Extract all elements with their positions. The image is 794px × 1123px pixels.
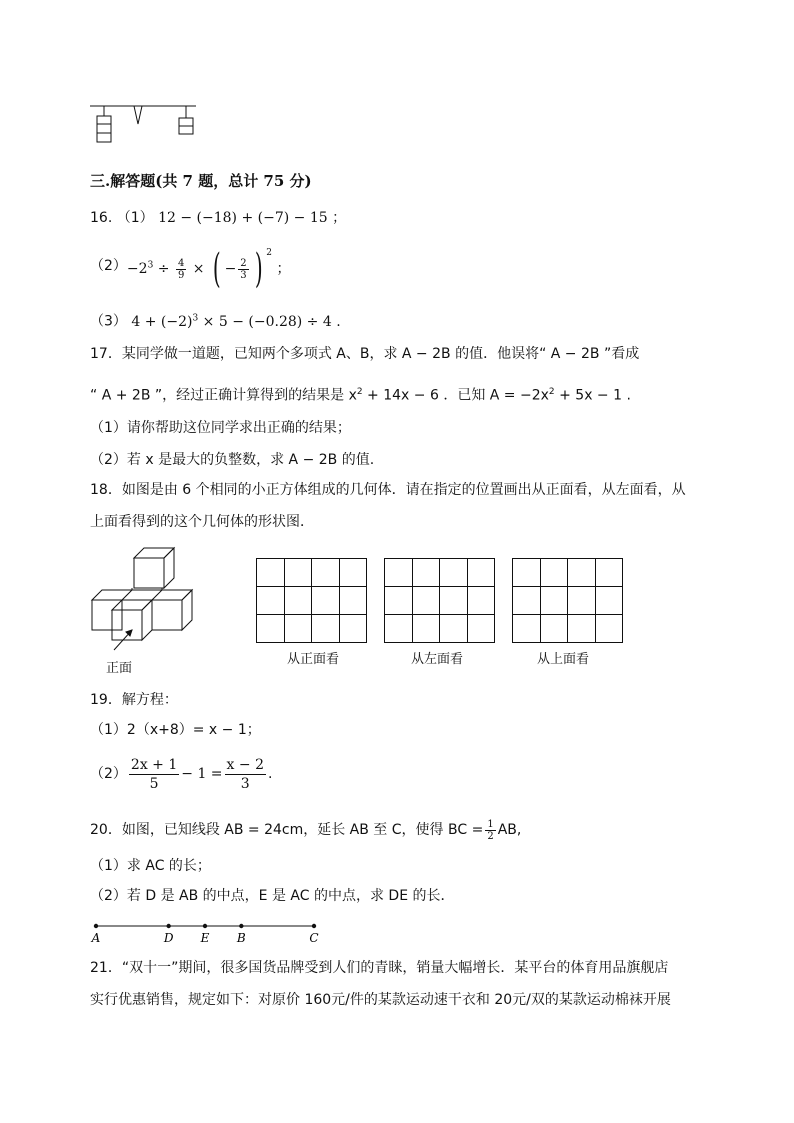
front-view-caption: 从正面看 xyxy=(287,652,340,667)
expression xyxy=(131,314,340,330)
fraction xyxy=(238,258,248,281)
section-title: 三.解答题(共 7 题，总计 75 分) xyxy=(90,172,312,190)
q18-line2: 上面看得到的这个几何体的形状图． xyxy=(90,514,314,530)
operator: × xyxy=(192,261,209,277)
minus-sign: − xyxy=(224,261,237,277)
point-label-D: D xyxy=(163,931,174,945)
point-B xyxy=(239,924,243,928)
expr-term: − 1 = xyxy=(181,766,223,782)
front-view-grid[interactable] xyxy=(256,558,367,643)
point-E xyxy=(203,924,207,928)
operator: ÷ xyxy=(153,261,174,277)
part-label: （2） xyxy=(90,766,127,782)
q20-part1: （1）求 AC 的长； xyxy=(90,858,211,874)
point-label-C: C xyxy=(309,931,319,945)
q17-line1: 17．某同学做一道题，已知两个多项式 A、B，求 A − 2B 的值．他误将“ A − 2B ”看成 xyxy=(90,346,640,362)
left-view-caption: 从左面看 xyxy=(411,652,464,667)
q17-part1: （1）请你帮助这位同学求出正确的结果； xyxy=(90,420,351,436)
denominator: 3 xyxy=(240,269,247,281)
numerator: x − 2 xyxy=(226,756,264,773)
text: 20．如图，已知线段 AB = 24cm，延长 AB 至 C，使得 BC = xyxy=(90,822,484,838)
punctuation: ； xyxy=(276,261,291,277)
denominator: 5 xyxy=(149,775,159,792)
denominator: 9 xyxy=(177,269,185,281)
q19-part2 xyxy=(90,754,272,794)
q20-part2: （2）若 D 是 AB 的中点，E 是 AC 的中点，求 DE 的长． xyxy=(90,888,455,904)
q19-title: 19．解方程： xyxy=(90,692,178,708)
q17-line2 xyxy=(90,382,631,406)
expression: 12 − (−18) + (−7) − 15 ； xyxy=(158,210,347,226)
top-view-grid[interactable] xyxy=(512,558,623,643)
fraction xyxy=(129,756,179,793)
q19-part1: （1）2（x+8）= x − 1； xyxy=(90,722,261,738)
point-C xyxy=(312,924,316,928)
exponent: 2 xyxy=(356,387,363,397)
text: AB, xyxy=(497,822,522,838)
part-label: （1） xyxy=(116,210,154,226)
point-label-B: B xyxy=(236,931,246,945)
point-label-A: A xyxy=(91,931,101,945)
cube-figure xyxy=(88,546,203,654)
fraction xyxy=(176,258,186,281)
exponent: 2 xyxy=(266,248,273,258)
part-label: （2） xyxy=(90,258,127,274)
left-paren: ( xyxy=(212,246,221,292)
point-A xyxy=(94,924,98,928)
fraction xyxy=(225,756,266,793)
text: + 14x − 6 ．已知 A = −2x xyxy=(362,387,549,404)
denominator: 2 xyxy=(487,830,494,842)
numerator: 2x + 1 xyxy=(130,756,178,773)
expression xyxy=(126,243,291,292)
numerator: 2 xyxy=(240,257,247,269)
q16-part3 xyxy=(90,308,341,332)
front-label: 正面 xyxy=(106,661,133,676)
text: “ A + 2B ”，经过正确计算得到的结果是 x xyxy=(90,387,357,404)
denominator: 3 xyxy=(240,775,250,792)
part-label: （3） xyxy=(90,313,127,330)
expr-term: 4 + (−2) xyxy=(131,313,193,330)
punctuation: . xyxy=(267,766,273,782)
q18-line1: 18．如图是由 6 个相同的小正方体组成的几何体．请在指定的位置画出从正面看，从左面看，从 xyxy=(90,482,686,498)
exponent: 2 xyxy=(548,387,555,397)
balance-figure xyxy=(88,104,198,144)
exponent: 3 xyxy=(147,260,154,271)
point-label-E: E xyxy=(200,931,210,945)
question-number: 16. xyxy=(90,210,113,226)
point-D xyxy=(166,924,170,928)
expr-term: −2 xyxy=(126,261,148,277)
q20-line1 xyxy=(90,815,521,845)
numerator: 4 xyxy=(177,257,185,269)
q17-part2: （2）若 x 是最大的负整数，求 A − 2B 的值. xyxy=(90,452,375,468)
segment-figure xyxy=(88,918,328,948)
q21-line1: 21．“双十一”期间，很多国货品牌受到人们的青睐，销量大幅增长．某平台的体育用品旗舰店 xyxy=(90,960,669,976)
top-view-caption: 从上面看 xyxy=(537,652,590,667)
fraction xyxy=(485,819,495,842)
exponent: 3 xyxy=(192,313,199,323)
q16-part2 xyxy=(90,244,291,292)
q21-line2: 实行优惠销售，规定如下：对原价 160元/件的某款运动速干衣和 20元/双的某款运动棉袜开展 xyxy=(90,992,671,1008)
expr-term: × 5 − (−0.28) ÷ 4 . xyxy=(198,313,341,330)
right-paren: ) xyxy=(254,246,263,292)
text: + 5x − 1 . xyxy=(554,387,631,404)
q16-part1 xyxy=(90,208,346,228)
left-view-grid[interactable] xyxy=(384,558,495,643)
numerator: 1 xyxy=(487,818,494,830)
